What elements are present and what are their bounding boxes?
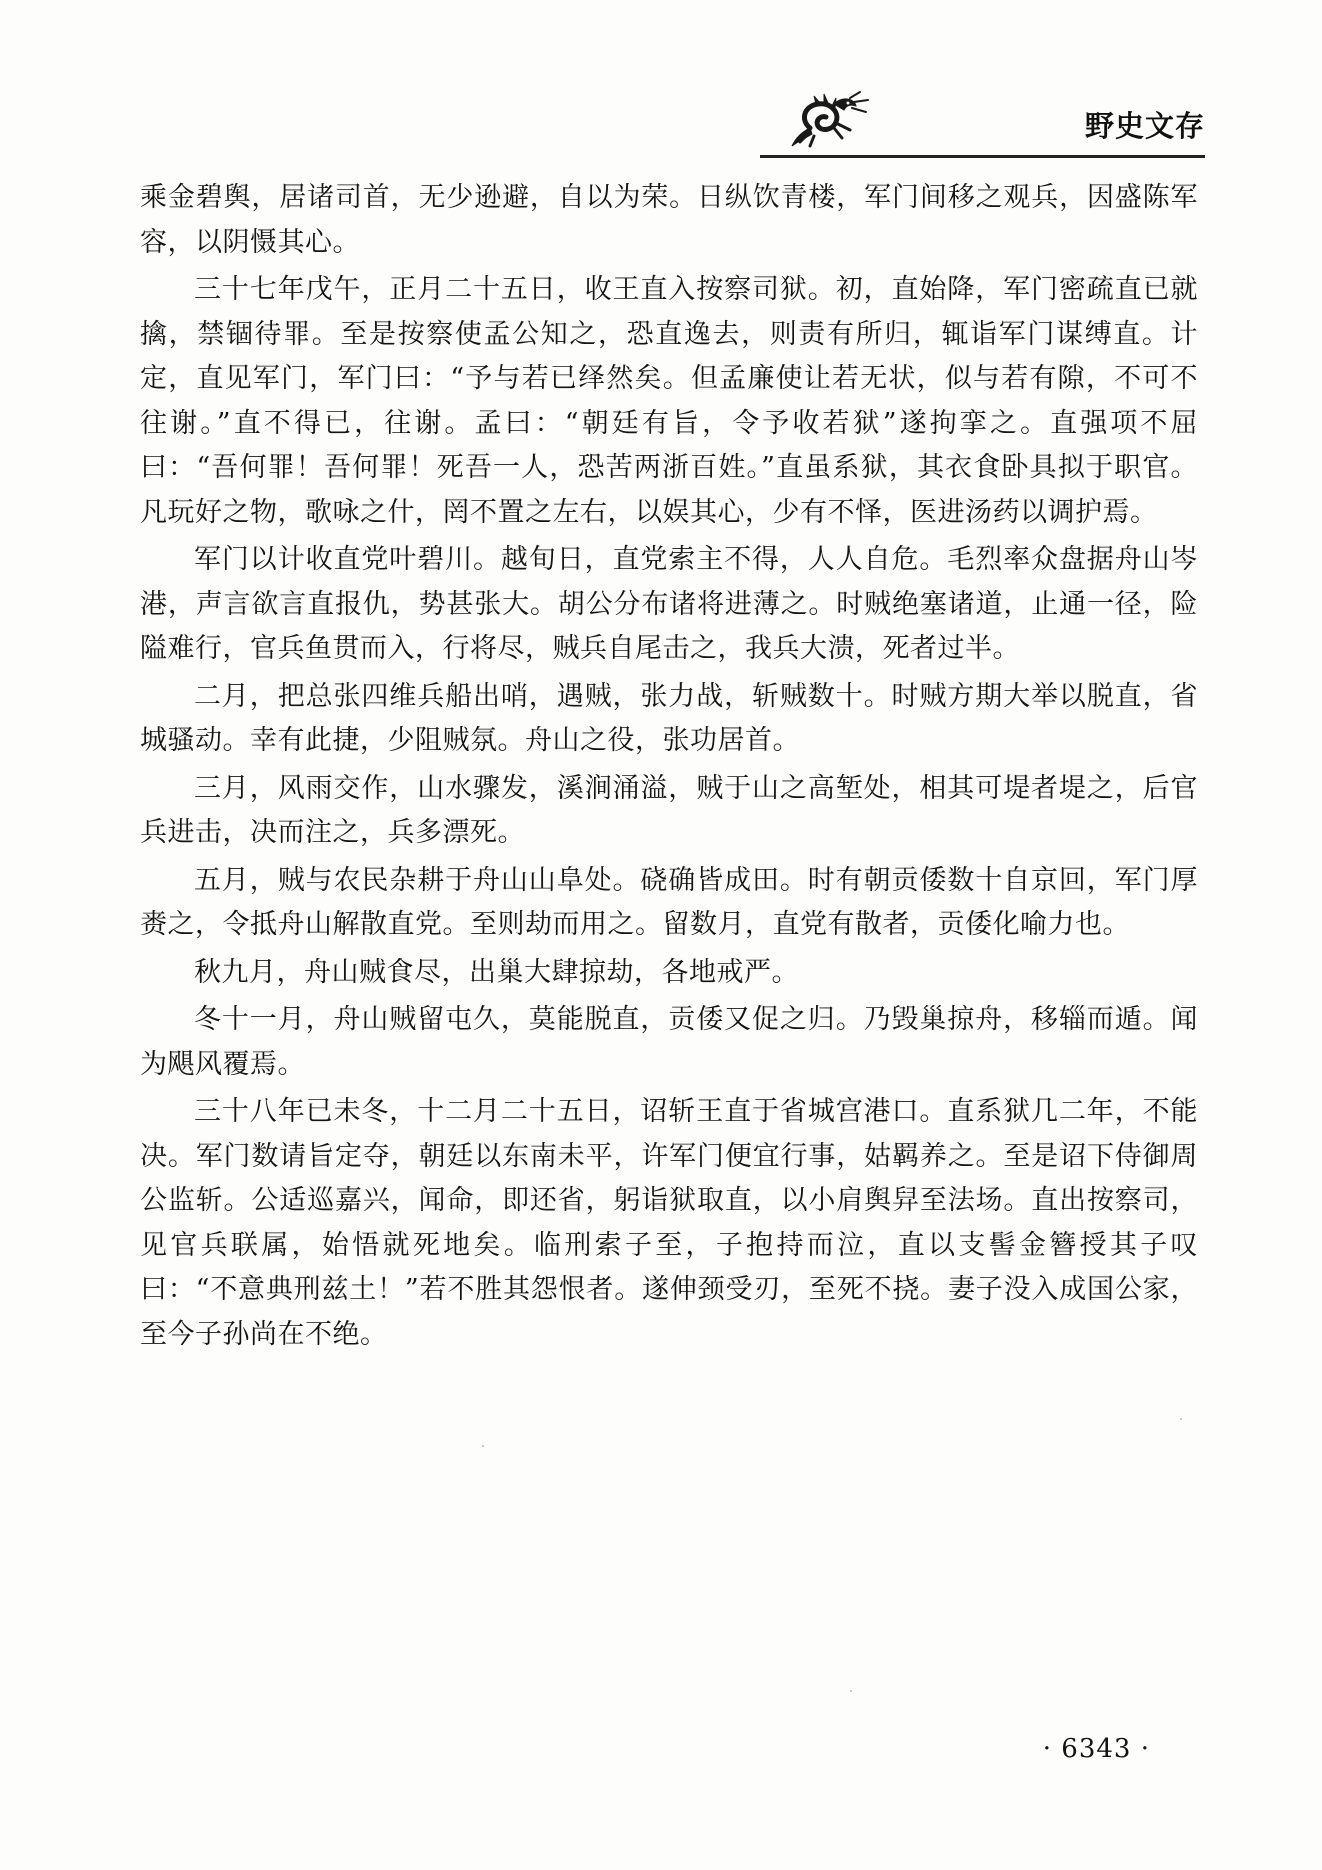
paragraph: 乘金碧舆，居诸司首，无少逊避，自以为荣。日纵饮青楼，军门间移之观兵，因盛陈军容，以阴慑其心。 (140, 182, 1198, 258)
paragraph: 五月，贼与农民杂耕于舟山山阜处。硗确皆成田。时有朝贡倭数十自京回，军门厚赉之，令抵舟山解散直党。至则劫而用之。留数月，直党有散者，贡倭化喻力也。 (140, 864, 1198, 940)
paragraph: 二月，把总张四维兵船出哨，遇贼，张力战，斩贼数十。时贼方期大举以脱直，省城骚动。幸有此捷，少阻贼氛。舟山之役，张功居首。 (140, 680, 1198, 756)
paragraph: 冬十一月，舟山贼留屯久，莫能脱直，贡倭又促之归。乃毁巢掠舟，移辎而遁。闻为飓风覆焉。 (140, 1004, 1198, 1080)
header-title: 野史文存 (1084, 109, 1205, 143)
paragraph: 军门以计收直党叶碧川。越旬日，直党索主不得，人人自危。毛烈率众盘据舟山岑港，声言欲言直报仇，势甚张大。胡公分布诸将进薄之。时贼绝塞诸道，止通一径，险隘难行，官兵鱼贯而入，行将尽，贼兵自尾击之，我兵大溃，死者过半。 (140, 544, 1198, 664)
scan-speck (482, 1445, 484, 1447)
header-divider (760, 155, 1205, 158)
document-body (140, 176, 1198, 1360)
dragon-emblem-icon (790, 90, 882, 150)
running-header (760, 88, 1205, 158)
paragraph: 秋九月，舟山贼食尽，出巢大肆掠劫，各地戒严。 (194, 956, 799, 988)
page-number: · 6343 · (1042, 1734, 1150, 1764)
paragraph: 三月，风雨交作，山水骤发，溪涧涌溢，贼于山之高堑处，相其可堤者堤之，后官兵进击，决而注之，兵多漂死。 (140, 772, 1198, 848)
scan-speck (850, 1690, 852, 1692)
paragraph: 三十八年已未冬，十二月二十五日，诏斩王直于省城宫港口。直系狱几二年，不能决。军门数请旨定夺，朝廷以东南未平，许军门便宜行事，姑羁养之。至是诏下侍御周公监斩。公适巡嘉兴，闻命，即还省，躬诣狱取直，以小肩舆舁至法场。直出按察司，见官兵联属，始悟就死地矣。临刑索子至，子抱持而泣，直以支髻金簪授其子叹曰：“不意典刑兹土！”若不胜其怨恨者。遂伸颈受刃，至死不挠。妻子没入成国公家，至今子孙尚在不绝。 (140, 1096, 1198, 1350)
paragraph: 三十七年戊午，正月二十五日，收王直入按察司狱。初，直始降，军门密疏直已就擒，禁锢待罪。至是按察使孟公知之，恐直逸去，则责有所归，辄诣军门谋缚直。计定，直见军门，军门曰：“予与若已绎然矣。但孟廉使让若无状，似与若有隙，不可不往谢。”直不得已，往谢。孟曰：“朝廷有旨，令予收若狱”遂拘挛之。直强项不屈曰：“吾何罪！吾何罪！死吾一人，恐苦两浙百姓。”直虽系狱，其衣食卧具拟于职官。凡玩好之物，歌咏之什，罔不置之左右，以娱其心，少有不怿，医进汤药以调护焉。 (140, 274, 1198, 528)
scan-speck (1180, 1418, 1182, 1420)
